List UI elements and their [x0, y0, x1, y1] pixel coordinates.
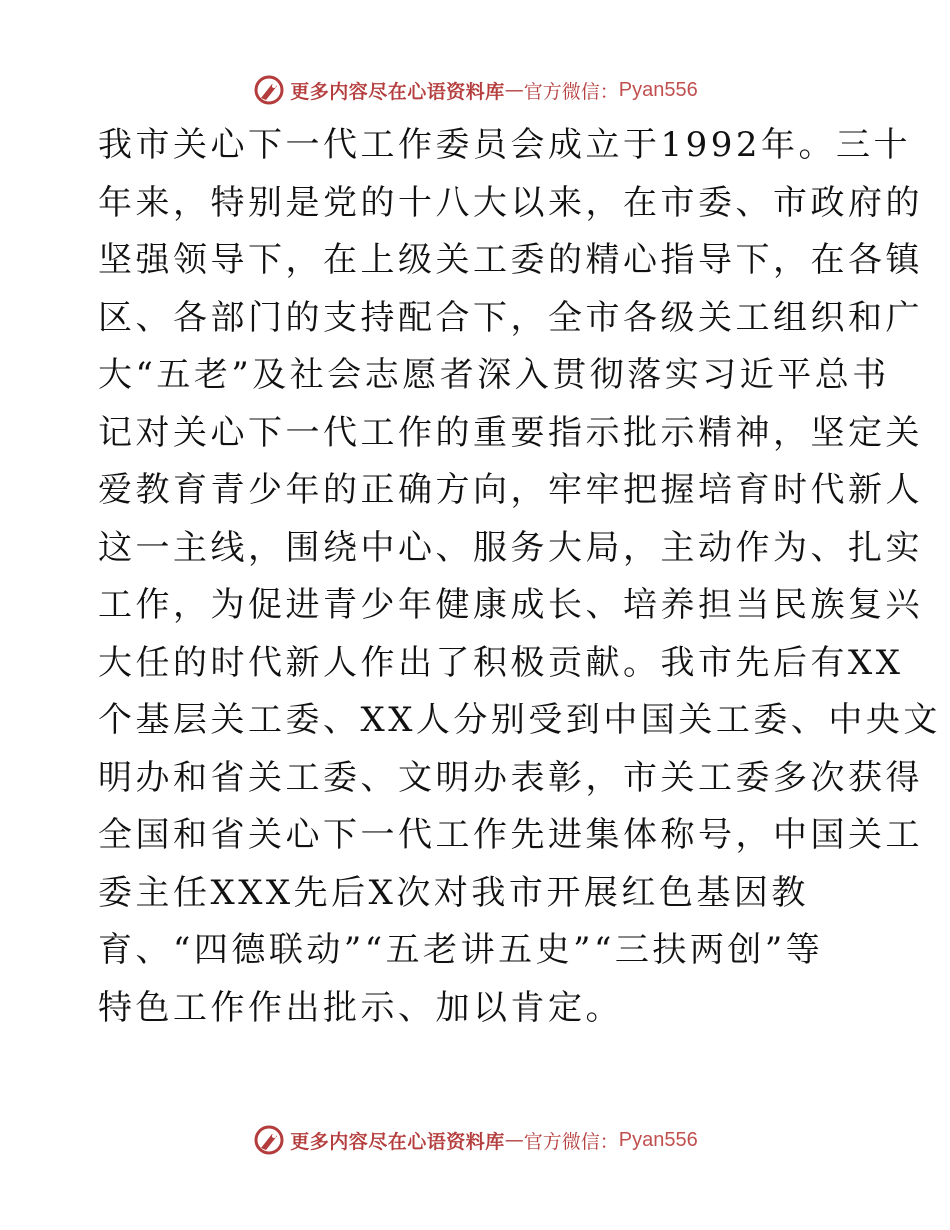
paragraph-line: 全国和省关心下一代工作先进集体称号，中国关工 [98, 815, 923, 855]
paragraph-line: 坚强领导下，在上级关工委的精心指导下，在各镇 [98, 240, 923, 280]
paragraph-line: 年来，特别是党的十八大以来，在市委、市政府的 [98, 182, 923, 223]
paragraph-line: 工作，为促进青少年健康成长、培养担当民族复兴 [98, 585, 923, 625]
watermark-official-label: 官方微信： [523, 1130, 619, 1153]
paragraph-line: 区、各部门的支持配合下，全市各级关工组织和广 [98, 297, 923, 338]
watermark-wechat-id: Pyan556 [618, 1128, 698, 1151]
paragraph-line: 记对关心下一代工作的重要指示批示精神，坚定关 [98, 412, 923, 453]
pen-nib-logo-icon [252, 1123, 286, 1157]
paragraph-line: 明办和省关工委、文明办表彰，市关工委多次获得 [98, 757, 923, 798]
watermark-wechat-id: Pyan556 [618, 78, 698, 101]
paragraph-line: 委主任XXX先后X次对我市开展红色基因教 [98, 872, 809, 913]
paragraph-line: 个基层关工委、XX人分别受到中国关工委、中央文 [98, 700, 941, 740]
watermark-brand: 更多内容尽在心语资料库 [290, 1130, 505, 1153]
watermark-top [0, 70, 950, 110]
pen-nib-logo-icon [252, 73, 286, 107]
watermark-brand: 更多内容尽在心语资料库 [290, 80, 505, 103]
paragraph-line: 爱教育青少年的正确方向，牢牢把握培育时代新人 [98, 470, 923, 510]
paragraph-line: 大任的时代新人作出了积极贡献。我市先后有XX [98, 642, 904, 683]
body-paragraph [98, 117, 941, 1037]
paragraph-line: 我市关心下一代工作委员会成立于1992年。三十 [98, 125, 912, 165]
watermark-official-label: 官方微信： [523, 80, 619, 103]
watermark-dash: — [504, 1129, 524, 1151]
paragraph-line: 这一主线，围绕中心、服务大局，主动作为、扎实 [98, 527, 923, 568]
watermark-dash: — [504, 79, 524, 101]
paragraph-line: 育、“四德联动”“五老讲五史”“三扶两创”等 [98, 930, 824, 970]
paragraph-line: 特色工作作出批示、加以肯定。 [98, 987, 623, 1028]
watermark-bottom [0, 1120, 950, 1160]
paragraph-line: 大“五老”及社会志愿者深入贯彻落实习近平总书 [98, 355, 890, 395]
